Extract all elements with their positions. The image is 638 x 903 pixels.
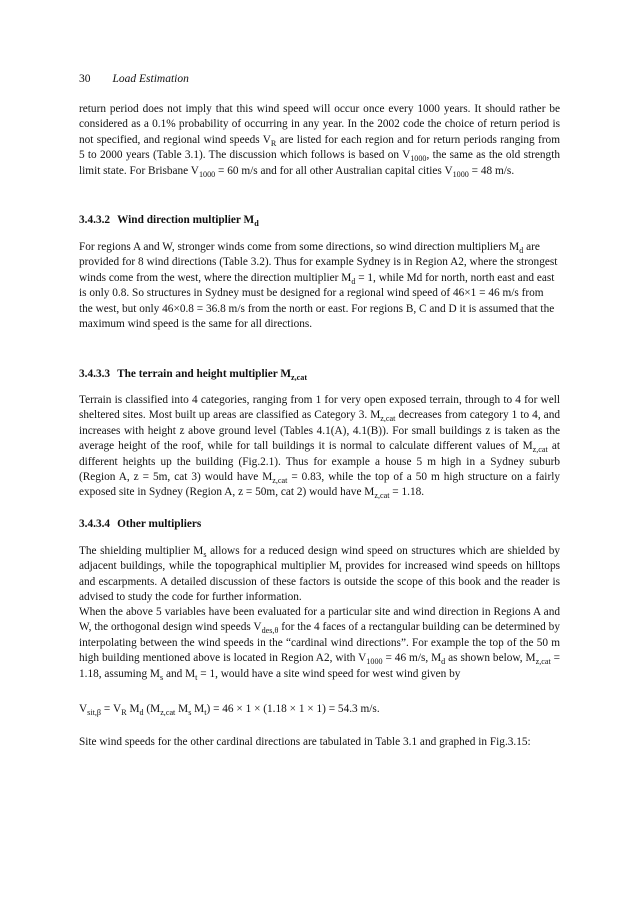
intro-paragraph: return period does not imply that this wind speed will occur once every 1000 years. It should rather be considered as a 0.1% probability of occurring in any year. In the 2002 code the choice of return period is not specified, and regional wind speeds $V_R$ are listed for each region and for return periods ranging from 5 to 2000 years (Table 3.1). The discussion which follows is based on $V_{1000}$, the same as the old strength limit state. For Brisbane $V_{1000} = 60$ m/s and for all other Australian capital cities $V_{1000} = 48$ m/s. — [79, 103, 560, 179]
wind-direction-paragraph: For regions A and W, stronger winds come from some directions, so wind direction multipliers $M_d$ are provided for 8 wind directions (Table 3.2). Thus for example Sydney is in Region A2, where the strongest winds come from the west, where the direction multiplier $M_d = 1$, while Md for north, north east and east is only 0.8. So structures in Sydney must be designed for a regional wind speed of 46×1 = 46 m/s from the west, but only 46×0.8 = 36.8 m/s from the north or east. For regions B, C and D it is assumed that the maximum wind speed is the same for all directions. — [79, 241, 558, 331]
orthogonal-speeds-paragraph: When the above 5 variables have been evaluated for a particular site and wind direction in Regions A and W, the orthogonal design wind speeds $V_{des,\theta}$ for the 4 faces of a rectangular building can be determined by interpolating between the wind speeds in the “cardinal wind directions”. For example the top of the 50 m high building mentioned above is located in Region A2, with $V_{1000} = 46$ m/s, $M_d$ as shown below, $M_{z,cat} = 1.18$, assuming $M_s$ and $M_t = 1$, would have a site wind speed for west wind given by — [79, 606, 561, 682]
site-wind-speed-equation: $V_{sit,\beta} = V_R$ $M_d$ ($M_{z,cat}$ $M_s$ $M_t) = 46 \times 1 \times (1.18 \times 1 \times 1) = 54.3$ m/s. — [79, 703, 380, 717]
page-number: 30 — [79, 73, 91, 85]
running-title: Load Estimation — [112, 73, 189, 85]
closing-paragraph: Site wind speeds for the other cardinal directions are tabulated in Table 3.1 and graphed in Fig.3.15: — [79, 736, 531, 748]
section-heading-3-4-3-2: 3.4.3.2 Wind direction multiplier $M_d$ — [79, 214, 259, 228]
terrain-height-paragraph: Terrain is classified into 4 categories, ranging from 1 for very open exposed terrain, through to 4 for well sheltered sites. Most built up areas are classified as Category 3. $M_{z,cat}$ decreases from category 1 to 4, and increases with height z above ground level (Tables 4.1(A), 4.1(B)). For small buildings z is taken as the average height of the roof, while for tall buildings it is normal to calculate different values of $M_{z,cat}$ at different heights up the building (Fig.2.1). Thus for example a house 5 m high in a Sydney suburb (Region A, z = 5m, cat 3) would have $M_{z,cat} = 0.83$, while the top of a 50 m high structure on a fairly exposed site in Sydney (Region A, z = 50m, cat 2) would have $M_{z,cat} = 1.18$. — [79, 394, 560, 501]
section-heading-3-4-3-4: 3.4.3.4 Other multipliers — [79, 518, 202, 530]
section-heading-3-4-3-3: 3.4.3.3 The terrain and height multiplier $M_{z,cat}$ — [79, 368, 308, 382]
running-header — [79, 72, 189, 87]
other-multipliers-paragraph: The shielding multiplier $M_s$ allows for a reduced design wind speed on structures which are shielded by adjacent buildings, while the topographical multiplier $M_t$ provides for increased wind speeds on hilltops and escarpments. A detailed discussion of these factors is outside the scope of this book and the reader is advised to study the code for further information. — [79, 545, 560, 604]
